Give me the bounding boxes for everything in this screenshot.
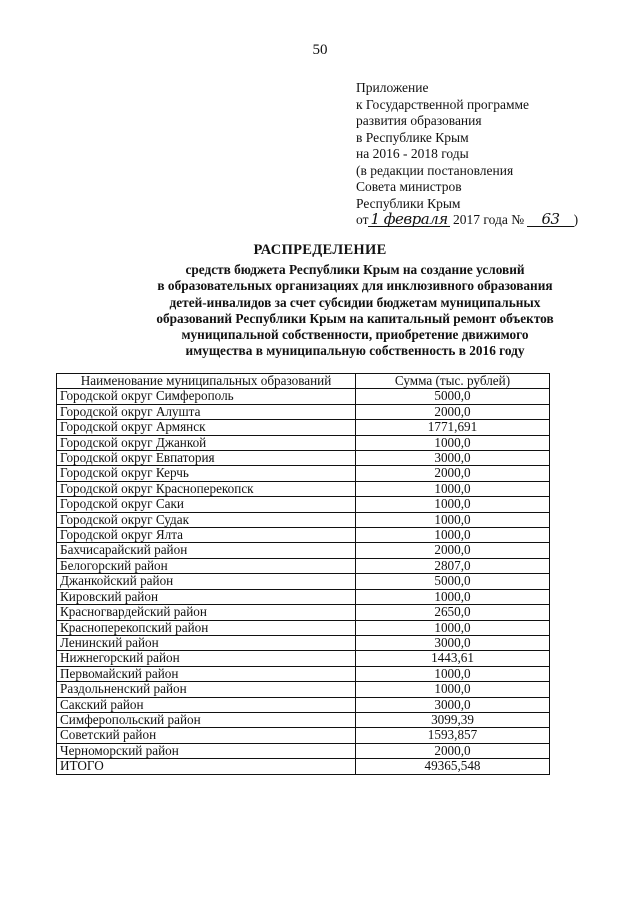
- amount-value: 1000,0: [356, 497, 550, 512]
- municipality-name: Черноморский район: [57, 743, 356, 758]
- subtitle-line: детей-инвалидов за счет субсидии бюджетам муниципальных: [169, 294, 541, 310]
- amount-value: 1000,0: [356, 512, 550, 527]
- table-row: [57, 589, 550, 604]
- municipality-name: Первомайский район: [57, 666, 356, 681]
- amount-value: 3000,0: [356, 451, 550, 466]
- amount-value: 2650,0: [356, 605, 550, 620]
- municipality-name: Раздольненский район: [57, 682, 356, 697]
- table-row: [57, 666, 550, 681]
- total-row: [57, 759, 550, 774]
- table-row: [57, 682, 550, 697]
- municipality-name: Симферопольский район: [57, 712, 356, 727]
- amount-value: 3000,0: [356, 697, 550, 712]
- column-header-amount: Сумма (тыс. рублей): [356, 374, 550, 389]
- amount-value: 3000,0: [356, 635, 550, 650]
- table-row: [57, 620, 550, 635]
- document-title: РАСПРЕДЕЛЕНИЕ: [253, 242, 387, 258]
- municipality-name: Белогорский район: [57, 558, 356, 573]
- municipality-name: Городской округ Евпатория: [57, 451, 356, 466]
- table-row: [57, 651, 550, 666]
- municipality-name: Городской округ Саки: [57, 497, 356, 512]
- amount-value: 2000,0: [356, 743, 550, 758]
- appendix-line: Совета министров: [356, 179, 462, 194]
- amount-value: 1000,0: [356, 481, 550, 496]
- subtitle-line: образований Республики Крым на капитальный ремонт объектов: [156, 310, 554, 326]
- amount-value: 5000,0: [356, 574, 550, 589]
- municipality-name: Сакский район: [57, 697, 356, 712]
- table-header-row: [57, 374, 550, 389]
- municipality-name: Нижнегорский район: [57, 651, 356, 666]
- municipality-name: Бахчисарайский район: [57, 543, 356, 558]
- table-row: [57, 635, 550, 650]
- appendix-line: к Государственной программе: [356, 96, 530, 112]
- municipality-name: Ленинский район: [57, 635, 356, 650]
- appendix-line: в Республике Крым: [356, 129, 469, 145]
- distribution-table: [56, 373, 550, 775]
- table-row: [57, 712, 550, 727]
- amount-value: 2000,0: [356, 404, 550, 419]
- table-row: [57, 528, 550, 543]
- amount-value: 1000,0: [356, 666, 550, 681]
- appendix-line: развития образования: [356, 113, 482, 128]
- municipality-name: Городской округ Армянск: [57, 420, 356, 435]
- amount-value: 2000,0: [356, 466, 550, 481]
- table-row: [57, 435, 550, 450]
- table-row: [57, 466, 550, 481]
- table-row: [57, 451, 550, 466]
- date-year: 2017 года №: [453, 212, 525, 227]
- table-body: [57, 389, 550, 774]
- table-row: [57, 558, 550, 573]
- amount-value: 3099,39: [356, 712, 550, 727]
- amount-value: 1000,0: [356, 528, 550, 543]
- municipality-name: Городской округ Судак: [57, 512, 356, 527]
- amount-value: 1000,0: [356, 435, 550, 450]
- table-row: [57, 743, 550, 758]
- appendix-line: Приложение: [356, 80, 429, 95]
- date-prefix: от: [356, 212, 369, 227]
- amount-value: 1000,0: [356, 620, 550, 635]
- table-row: [57, 481, 550, 496]
- appendix-line: (в редакции постановления: [356, 162, 514, 178]
- table-row: [57, 697, 550, 712]
- table-row: [57, 420, 550, 435]
- municipality-name: Красноперекопский район: [57, 620, 356, 635]
- amount-value: 1443,61: [356, 651, 550, 666]
- page-number: 50: [312, 42, 328, 58]
- document-subtitle: [120, 262, 590, 360]
- table-row: [57, 574, 550, 589]
- municipality-name: Красногвардейский район: [57, 605, 356, 620]
- table-row: [57, 404, 550, 419]
- municipality-name: Городской округ Джанкой: [57, 435, 356, 450]
- table-row: [57, 728, 550, 743]
- amount-value: 1000,0: [356, 682, 550, 697]
- municipality-name: Городской округ Ялта: [57, 528, 356, 543]
- subtitle-line: имущества в муниципальную собственность в 2016 году: [185, 343, 525, 359]
- municipality-name: Кировский район: [57, 589, 356, 604]
- amount-value: 2807,0: [356, 558, 550, 573]
- municipality-name: Джанкойский район: [57, 574, 356, 589]
- amount-value: 49365,548: [356, 759, 550, 774]
- subtitle-line: муниципальной собственности, приобретение движимого: [181, 327, 529, 343]
- table-row: [57, 497, 550, 512]
- municipality-name: Городской округ Алушта: [57, 404, 356, 419]
- appendix-line: Республики Крым: [356, 195, 461, 211]
- table-row: [57, 512, 550, 527]
- subtitle-line: средств бюджета Республики Крым на создание условий: [185, 262, 525, 277]
- table-row: [57, 543, 550, 558]
- municipality-name: Городской округ Красноперекопск: [57, 481, 356, 496]
- municipality-name: Советский район: [57, 728, 356, 743]
- amount-value: 1593,857: [356, 728, 550, 743]
- table-row: [57, 389, 550, 404]
- decree-date-line: [356, 212, 578, 229]
- amount-value: 2000,0: [356, 543, 550, 558]
- table-row: [57, 605, 550, 620]
- date-suffix: ): [573, 212, 579, 227]
- municipality-name: Городской округ Симферополь: [57, 389, 356, 404]
- amount-value: 1771,691: [356, 420, 550, 435]
- column-header-name: Наименование муниципальных образований: [57, 374, 356, 389]
- appendix-block: [356, 80, 578, 229]
- appendix-line: на 2016 - 2018 годы: [356, 146, 469, 161]
- municipality-name: ИТОГО: [57, 759, 356, 774]
- amount-value: 1000,0: [356, 589, 550, 604]
- handwritten-number: 63: [527, 212, 573, 227]
- amount-value: 5000,0: [356, 389, 550, 404]
- subtitle-line: в образовательных организациях для инклюзивного образования: [157, 278, 553, 294]
- handwritten-date: 1 февраля: [370, 210, 448, 228]
- municipality-name: Городской округ Керчь: [57, 466, 356, 481]
